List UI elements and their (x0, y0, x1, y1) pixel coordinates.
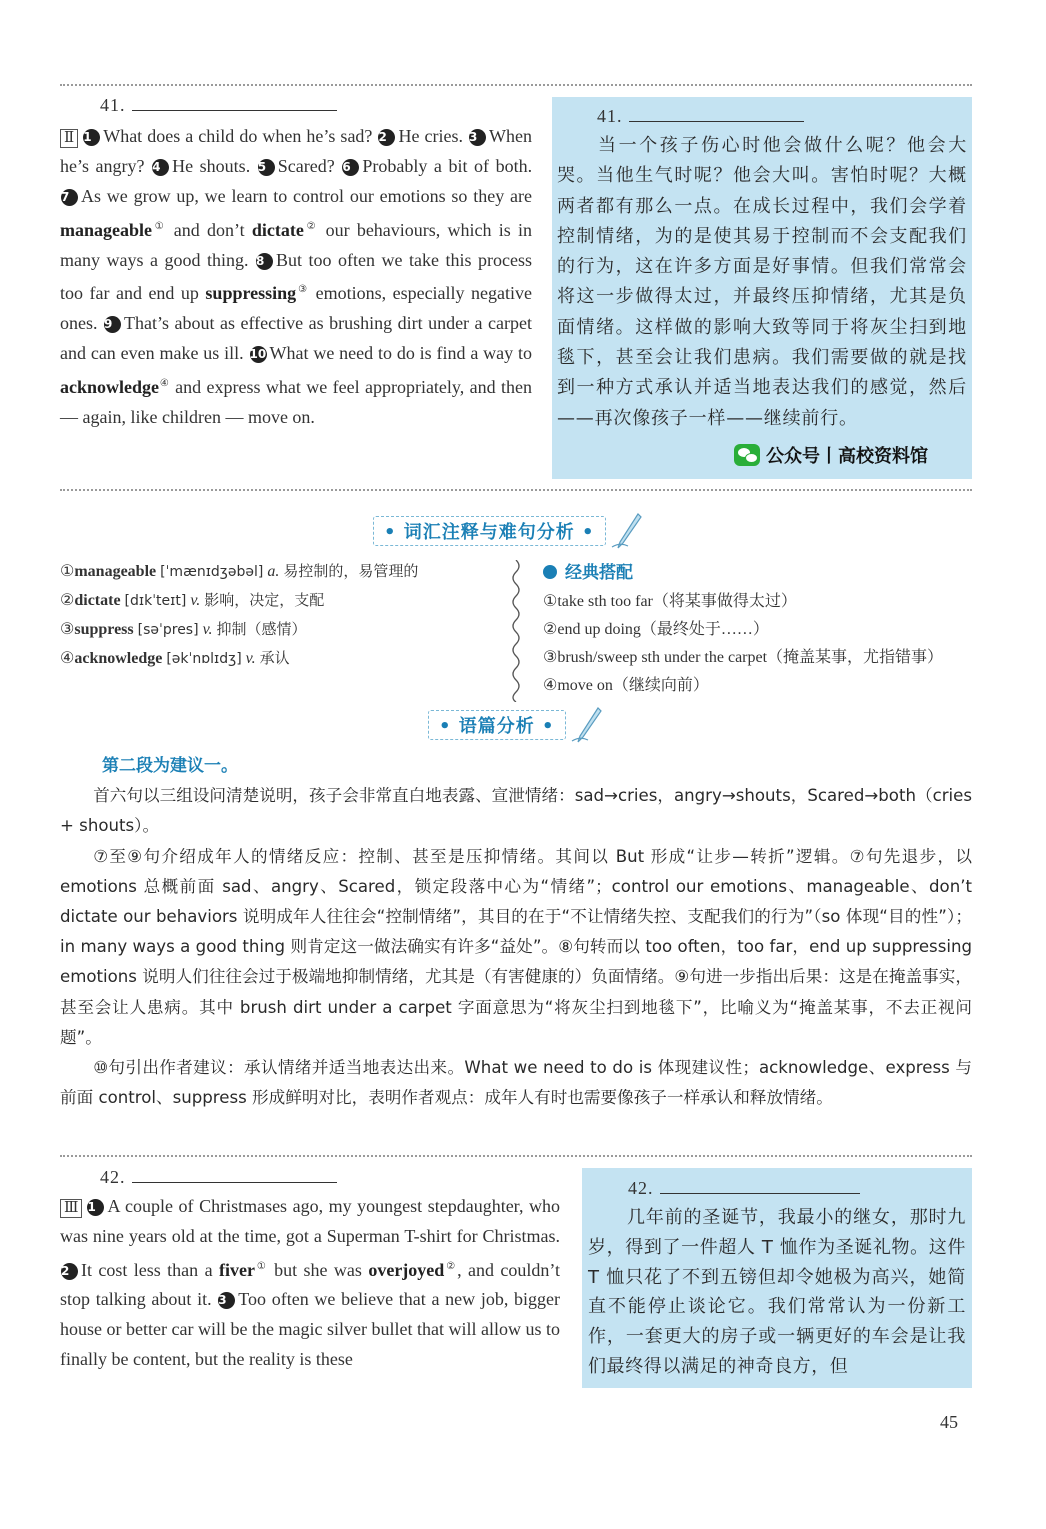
vocab-banner (373, 512, 644, 550)
q41-box-number: 41. (597, 106, 804, 127)
analysis-banner (428, 706, 604, 744)
phrases-heading: 经典搭配 (543, 559, 943, 588)
sentence-marker-2: 2 (378, 129, 395, 146)
sentence-marker-4: 4 (152, 159, 169, 176)
vocab-item: ③suppress [səˈpres] v. 抑制（感情） (60, 620, 307, 638)
sentence-marker-3: 3 (218, 1292, 235, 1309)
q42-box-answer-blank[interactable] (660, 1179, 860, 1194)
vocab-word-suppressing: suppressing (205, 283, 297, 304)
page-number: 45 (940, 1412, 958, 1432)
q41-number: 41. (100, 95, 337, 116)
q41-passage: Ⅱ 1 What does a child do when he’s sad? 2 He cries. 3 When he’s angry? 4 He shouts. 5 Scared? 6 Probably a bit of both. 7 As we grow up, we learn to control our emotions so they are manageable① and don’t dictate② our behaviours, which is in many ways a good thing. 8 But too often we take this process too far and end up suppressing③ emotions, especially negative ones. 9 That’s about as effective as brushing dirt under a carpet and can even make us ill. 10 What we need to do is find a way to acknowledge④ and express what we feel appropriately, and then — again, like children — move on. (60, 126, 533, 427)
sentence-marker-5: 5 (258, 159, 275, 176)
analysis-paragraph: ⑩句引出作者建议：承认情绪并适当地表达出来。What we need to do is 体现建议性；acknowledge、express 与前面 control、suppress 形成鲜明对比，表明作者观点：成年人有时也需要像孩子一样承认和释放情绪。 (60, 1058, 972, 1108)
q42-answer-blank[interactable] (132, 1168, 337, 1183)
q41-translation-text: 当一个孩子伤心时他会做什么呢？他会大哭。当他生气时呢？他会大叫。害怕时呢？大概两者都有那么一点。在成长过程中，我们会学着控制情绪，为的是使其易于控制而不会支配我们的行为，这在许多方面是好事情。但我们常常会将这一步做得太过，并最终压抑情绪，尤其是负面情绪。这样做的影响大致等同于将灰尘扫到地毯下，甚至会让我们患病。我们需要做的就是找到一种方式承认并适当地表达我们的感觉，然后——再次像孩子一样——继续前行。 (557, 135, 967, 429)
q41-box-answer-blank[interactable] (629, 107, 804, 122)
wechat-watermark: 公众号丨高校资料馆 (734, 442, 928, 468)
vocab-word-overjoyed: overjoyed (368, 1259, 445, 1280)
q42-passage: Ⅲ 1 A couple of Christmases ago, my youngest stepdaughter, who was nine years old at the time, got a Superman T-shirt for Christmas. 2 It cost less than a fiver① but she was overjoyed②, and couldn’t stop talking about it. 3 Too often we believe that a new job, bigger house or better car will be the magic silver bullet that will allow us to finally be content, but the reality is these (60, 1196, 561, 1369)
section-roman-numeral: Ⅲ (60, 1199, 82, 1218)
discourse-analysis (60, 751, 972, 1113)
divider-mid-2 (60, 1155, 972, 1157)
sentence-marker-10: 10 (249, 347, 267, 362)
section-roman-numeral: Ⅱ (60, 129, 78, 148)
phrase-item: ②end up doing（最终处于……） (543, 621, 769, 638)
sentence-marker-9: 9 (104, 316, 121, 333)
analysis-paragraph: 首六句以三组设问清楚说明，孩子会非常直白地表露、宣泄情绪：sad→cries，angry→shouts，Scared→both（cries + shouts）。 (60, 786, 972, 836)
divider-top (60, 84, 972, 86)
vocab-word-manageable: manageable (60, 219, 152, 240)
analysis-banner-label: • 语篇分析 • (428, 710, 566, 740)
sentence-marker-7: 7 (61, 189, 78, 206)
divider-mid-1 (60, 489, 972, 491)
q42-translation-text: 几年前的圣诞节，我最小的继女，那时九岁，得到了一件超人 T 恤作为圣诞礼物。这件 T 恤只花了不到五镑但却令她极为高兴，她简直不能停止谈论它。我们常常认为一份新工作，一套更大的房子或一辆更好的车会是让我们最终得以满足的神奇良方，但 (588, 1207, 966, 1377)
pen-icon (570, 706, 604, 744)
sentence-marker-3: 3 (469, 129, 486, 146)
phrase-item: ④move on（继续向前） (543, 677, 709, 694)
analysis-subtitle: 第二段为建议一。 (102, 756, 238, 776)
vocab-item: ①manageable [ˈmænɪdʒəbəl] a. 易控制的，易管理的 (60, 562, 419, 580)
vocab-word-acknowledge: acknowledge (60, 376, 159, 397)
phrases-list (543, 559, 943, 700)
bullet-dot-icon (543, 565, 557, 579)
analysis-paragraph: ⑦至⑨句介绍成年人的情绪反应：控制、甚至是压抑情绪。其间以 But 形成“让步—转折”逻辑。⑦句先退步，以 emotions 总概前面 sad、angry、Scared，锁定段落中心为“情绪”；control our emotions、manageable、don’t dictate our behaviors 说明成年人往往会“控制情绪”，其目的在于“不让情绪失控、支配我们的行为”（so 体现“目的性”）；in many ways a good thing 则肯定这一做法确实有许多“益处”。⑧句转而以 too often，too far，end up suppressing emotions 说明人们往往会过于极端地抑制情绪，尤其是（有害健康的）负面情绪。⑨句进一步指出后果：这是在掩盖事实，甚至会让人患病。其中 brush dirt under a carpet 字面意思为“将灰尘扫到地毯下”，比喻义为“掩盖某事，不去正视问题”。 (60, 846, 972, 1047)
wechat-icon (734, 444, 760, 466)
sentence-marker-8: 8 (256, 253, 273, 270)
q41-answer-blank[interactable] (132, 96, 337, 111)
vocab-banner-label: • 词汇注释与难句分析 • (373, 516, 606, 546)
vocab-item: ②dictate [dɪkˈteɪt] v. 影响，决定，支配 (60, 591, 325, 609)
vocab-word-dictate: dictate (251, 219, 304, 240)
sentence-marker-1: 1 (83, 129, 100, 146)
q42-number: 42. (100, 1167, 337, 1188)
q42-box-number: 42. (628, 1178, 860, 1199)
wavy-separator (508, 560, 524, 702)
sentence-marker-1: 1 (87, 1199, 104, 1216)
phrase-item: ①take sth too far（将某事做得太过） (543, 593, 797, 610)
vocab-word-fiver: fiver (218, 1259, 255, 1280)
pen-icon (610, 512, 644, 550)
phrase-item: ③brush/sweep sth under the carpet（掩盖某事，尤指错事） (543, 649, 944, 666)
sentence-marker-6: 6 (342, 159, 359, 176)
vocab-list (60, 557, 418, 673)
vocab-item: ④acknowledge [əkˈnɒlɪdʒ] v. 承认 (60, 649, 290, 667)
sentence-marker-2: 2 (61, 1263, 78, 1280)
